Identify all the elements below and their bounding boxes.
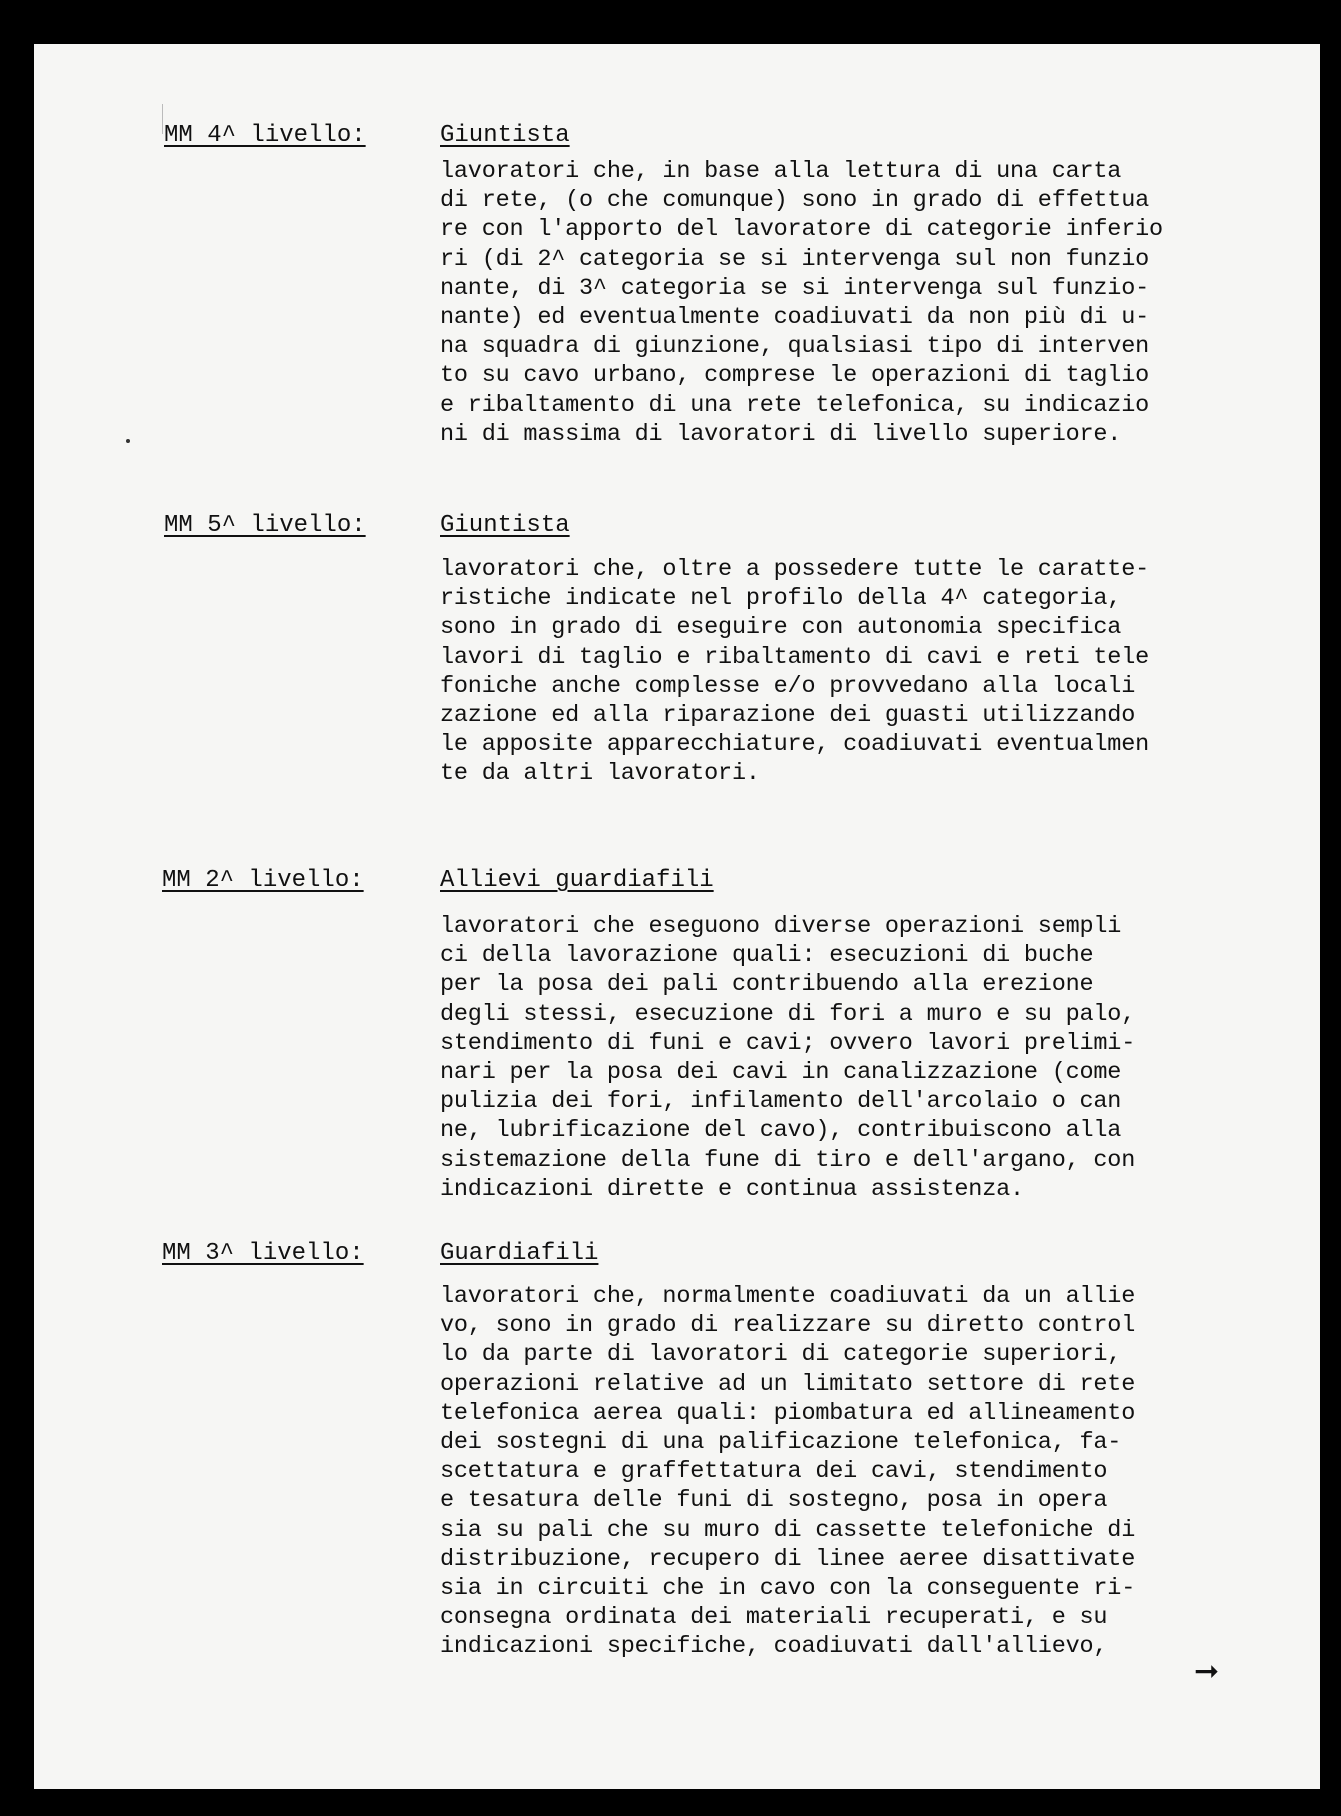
description-line: re con l'apporto del lavoratore di categorie inferio xyxy=(440,216,1163,244)
continuation-arrow-icon: ➞ xyxy=(1194,1654,1220,1689)
description-line: per la posa dei pali contribuendo alla erezione xyxy=(440,971,1094,999)
section-role-title: Guardiafili xyxy=(440,1240,599,1267)
description-line: indicazioni specifiche, coadiuvati dall'allievo, xyxy=(440,1633,1108,1661)
section-role-title: Giuntista xyxy=(440,512,570,539)
section-role-title: Allievi guardiafili xyxy=(440,867,714,894)
description-line: na squadra di giunzione, qualsiasi tipo di interven xyxy=(440,333,1150,361)
section-description xyxy=(440,555,1149,789)
description-line: sia in circuiti che in cavo con la conseguente ri- xyxy=(440,1575,1136,1603)
description-line: e tesatura delle funi di sostegno, posa in opera xyxy=(440,1487,1108,1515)
description-line: lavoratori che, oltre a possedere tutte le caratte- xyxy=(440,556,1150,583)
section-description xyxy=(440,912,1135,1204)
description-line: lavoratori che, normalmente coadiuvati da un allie xyxy=(440,1283,1136,1310)
section-description xyxy=(440,1282,1135,1662)
description-line: di rete, (o che comunque) sono in grado di effettua xyxy=(440,187,1150,215)
description-line: lavoratori che, in base alla lettura di una carta xyxy=(440,158,1122,185)
description-line: nante) ed eventualmente coadiuvati da non più di u- xyxy=(440,304,1150,332)
section-level-label: MM 3^ livello: xyxy=(162,1240,364,1267)
description-line: vo, sono in grado di realizzare su diretto control xyxy=(440,1312,1136,1340)
description-line: lo da parte di lavoratori di categorie superiori, xyxy=(440,1341,1122,1369)
section-description xyxy=(440,157,1163,449)
description-line: lavoratori che eseguono diverse operazioni sempli xyxy=(440,913,1122,940)
document-page xyxy=(34,44,1320,1789)
description-line: zazione ed alla riparazione dei guasti utilizzando xyxy=(440,702,1136,730)
description-line: sistemazione della fune di tiro e dell'argano, con xyxy=(440,1146,1136,1174)
section-role-title: Giuntista xyxy=(440,122,570,149)
description-line: consegna ordinata dei materiali recuperati, e su xyxy=(440,1604,1108,1632)
description-line: nante, di 3^ categoria se si intervenga sul funzio- xyxy=(440,274,1150,302)
description-line: le apposite apparecchiature, coadiuvati eventualmen xyxy=(440,731,1150,759)
description-line: scettatura e graffettatura dei cavi, stendimento xyxy=(440,1458,1108,1486)
section-level-label: MM 2^ livello: xyxy=(162,867,364,894)
speck xyxy=(126,439,130,443)
description-line: lavori di taglio e ribaltamento di cavi e reti tele xyxy=(440,643,1150,671)
margin-mark xyxy=(162,104,163,134)
description-line: ci della lavorazione quali: esecuzioni di buche xyxy=(440,942,1094,970)
description-line: ristiche indicate nel profilo della 4^ categoria, xyxy=(440,585,1122,613)
description-line: telefonica aerea quali: piombatura ed allineamento xyxy=(440,1399,1136,1427)
description-line: ni di massima di lavoratori di livello superiore. xyxy=(440,420,1122,448)
description-line: ne, lubrificazione del cavo), contribuiscono alla xyxy=(440,1117,1122,1145)
description-line: sono in grado di eseguire con autonomia specifica xyxy=(440,614,1122,642)
description-line: e ribaltamento di una rete telefonica, su indicazio xyxy=(440,391,1150,419)
section-level-label: MM 4^ livello: xyxy=(164,122,366,149)
section-level-label: MM 5^ livello: xyxy=(164,512,366,539)
description-line: indicazioni dirette e continua assistenza. xyxy=(440,1175,1024,1203)
description-line: sia su pali che su muro di cassette telefoniche di xyxy=(440,1516,1136,1544)
description-line: distribuzione, recupero di linee aeree disattivate xyxy=(440,1545,1136,1573)
description-line: to su cavo urbano, comprese le operazioni di taglio xyxy=(440,362,1150,390)
description-line: operazioni relative ad un limitato settore di rete xyxy=(440,1370,1136,1398)
description-line: nari per la posa dei cavi in canalizzazione (come xyxy=(440,1059,1122,1087)
description-line: stendimento di funi e cavi; ovvero lavori prelimi- xyxy=(440,1029,1136,1057)
description-line: ri (di 2^ categoria se si intervenga sul non funzio xyxy=(440,245,1150,273)
description-line: dei sostegni di una palificazione telefonica, fa- xyxy=(440,1429,1122,1457)
description-line: foniche anche complesse e/o provvedano alla locali xyxy=(440,672,1136,700)
description-line: te da altri lavoratori. xyxy=(440,760,760,788)
description-line: degli stessi, esecuzione di fori a muro e su palo, xyxy=(440,1000,1136,1028)
description-line: pulizia dei fori, infilamento dell'arcolaio o can xyxy=(440,1088,1122,1116)
